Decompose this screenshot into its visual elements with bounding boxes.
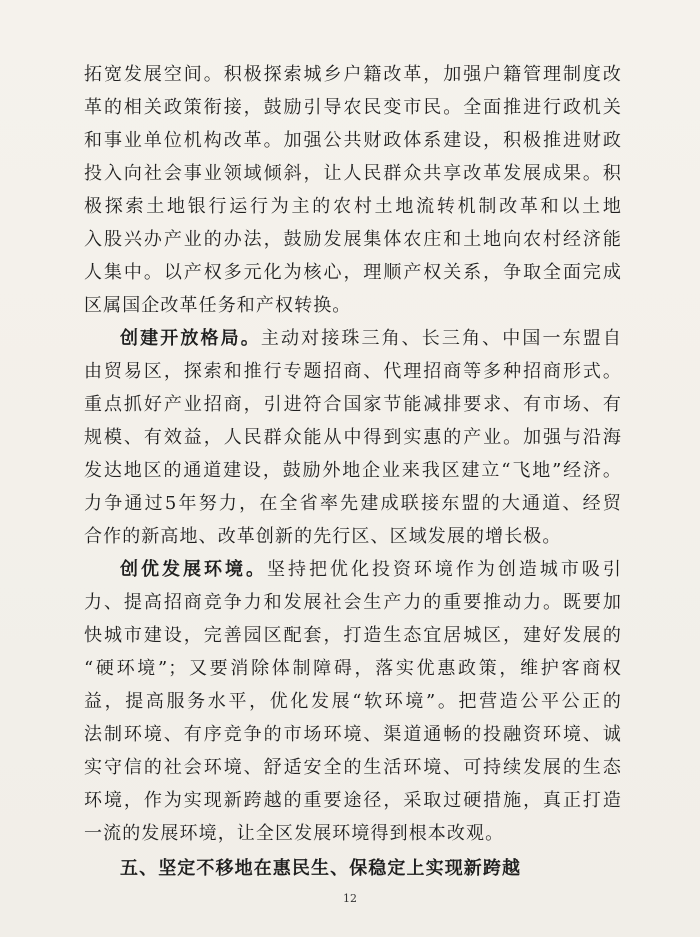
text-line: 发达地区的通道建设，鼓励外地企业来我区建立“飞地”经济。 [84, 460, 622, 481]
text-line-first [84, 553, 622, 586]
text-line: 人集中。以产权多元化为核心，理顺产权关系，争取全面完成 [84, 262, 622, 283]
paragraph-reform [84, 58, 622, 322]
text-line: 力、提高招商竞争力和发展社会生产力的重要推动力。既要加 [84, 592, 622, 613]
text-line: 实守信的社会环境、舒适安全的生活环境、可持续发展的生态 [84, 757, 622, 778]
text-line: 法制环境、有序竞争的市场环境、渠道通畅的投融资环境、诚 [84, 724, 622, 745]
text-line: 和事业单位机构改革。加强公共财政体系建设，积极推进财政 [84, 130, 622, 151]
document-body [84, 58, 622, 885]
text-line: 力争通过5年努力，在全省率先建成联接东盟的大通道、经贸 [84, 493, 622, 514]
text-line: 由贸易区，探索和推行专题招商、代理招商等多种招商形式。 [84, 361, 622, 382]
text-line: 环境，作为实现新跨越的重要途径，采取过硬措施，真正打造 [84, 790, 622, 811]
text-line: 入股兴办产业的办法，鼓励发展集体农庄和土地向农村经济能 [84, 229, 622, 250]
text-line: 规模、有效益，人民群众能从中得到实惠的产业。加强与沿海 [84, 427, 622, 448]
paragraph-lead-heading: 创优发展环境。 [120, 559, 267, 580]
text-line-first [84, 322, 622, 355]
text-line: 区属国企改革任务和产权转换。 [84, 295, 352, 316]
text-line: “硬环境”；又要消除体制障碍，落实优惠政策，维护客商权 [84, 658, 622, 679]
paragraph-open-pattern [84, 322, 622, 553]
text-line: 投入向社会事业领域倾斜，让人民群众共享改革发展成果。积 [84, 163, 622, 184]
text-run: 坚持把优化投资环境作为创造城市吸引 [266, 559, 622, 580]
text-line: 合作的新高地、改革创新的先行区、区域发展的增长极。 [84, 526, 562, 547]
text-line: 快城市建设，完善园区配套，打造生态宜居城区，建好发展的 [84, 625, 622, 646]
paragraph-environment [84, 553, 622, 850]
paragraph-lead-heading: 创建开放格局。 [120, 328, 261, 349]
text-line: 一流的发展环境，让全区发展环境得到根本改观。 [84, 823, 505, 844]
text-line: 极探索土地银行运行为主的农村土地流转机制改革和以土地 [84, 196, 622, 217]
text-line: 益，提高服务水平，优化发展“软环境”。把营造公平公正的 [84, 691, 622, 712]
text-line: 拓宽发展空间。积极探索城乡户籍改革，加强户籍管理制度改 [84, 64, 622, 85]
text-line: 重点抓好产业招商，引进符合国家节能减排要求、有市场、有 [84, 394, 622, 415]
text-run: 主动对接珠三角、长三角、中国一东盟自 [260, 328, 622, 349]
page-number: 12 [343, 892, 357, 905]
section-heading: 五、坚定不移地在惠民生、保稳定上实现新跨越 [120, 858, 522, 879]
text-line: 革的相关政策衔接，鼓励引导农民变市民。全面推进行政机关 [84, 97, 622, 118]
